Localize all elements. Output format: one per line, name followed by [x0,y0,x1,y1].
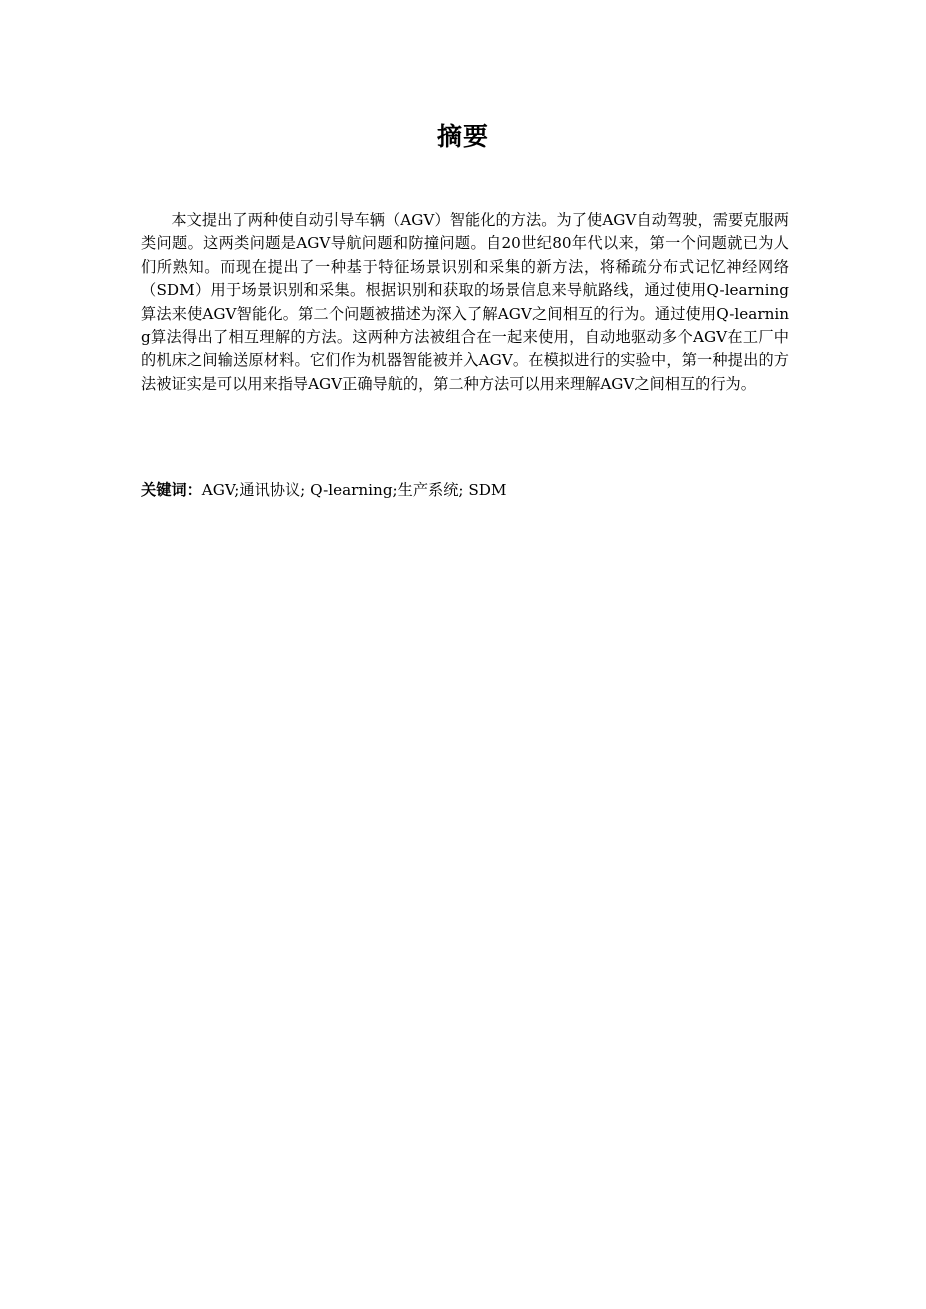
page-title: 摘要 [436,122,489,151]
keywords-label: 关键词： [141,481,202,499]
keywords-text: AGV;通讯协议; Q-learning;生产系统; SDM [201,481,507,499]
abstract-paragraph: 本文提出了两种使自动引导车辆（AGV）智能化的方法。为了使AGV自动驾驶，需要克服两类问题。这两类问题是AGV导航问题和防撞问题。自20世纪80年代以来，第一个问题就已为人们所熟知。而现在提出了一种基于特征场景识别和采集的新方法，将稀疏分布式记忆神经网络（SDM）用于场景识别和采集。根据识别和获取的场景信息来导航路线，通过使用Q-learning算法来使AGV智能化。第二个问题被描述为深入了解AGV之间相互的行为。通过使用Q-learning算法得出了相互理解的方法。这两种方法被组合在一起来使用，自动地驱动多个AGV在工厂中的机床之间输送原材料。它们作为机器智能被并入AGV。在模拟进行的实验中，第一种提出的方法被证实是可以用来指导AGV正确导航的，第二种方法可以用来理解AGV之间相互的行为。 [141,211,789,393]
keywords-line [141,479,789,502]
